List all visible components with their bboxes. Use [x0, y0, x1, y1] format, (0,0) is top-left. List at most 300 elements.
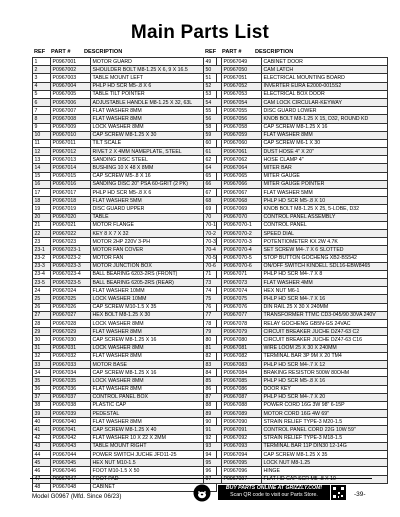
table-row: [33, 254, 217, 262]
ref-cell: 66: [204, 180, 222, 188]
description-cell: MOTOR FAN COVER: [91, 246, 217, 254]
table-row: [33, 328, 217, 336]
page-title: Main Parts List: [130, 22, 270, 43]
part-number-cell: P0967081: [222, 344, 262, 352]
part-number-cell: P0967038: [51, 401, 91, 409]
table-row: [33, 115, 217, 123]
part-number-cell: P0967034: [51, 369, 91, 377]
part-number-cell: P0967023-5: [51, 279, 91, 287]
ref-cell: 23-1: [33, 246, 51, 254]
part-number-cell: P0967010: [51, 131, 91, 139]
buy-parts-online-banner[interactable]: [218, 485, 330, 500]
ref-cell: 70-6: [204, 262, 222, 270]
table-row: [204, 279, 388, 287]
table-row: [204, 303, 388, 311]
description-cell: CIRCUIT BREAKER JUCHE DZ47-63 C2: [262, 328, 388, 336]
table-row: [204, 254, 388, 262]
part-number-cell: P0967023: [51, 238, 91, 246]
description-cell: MITER BAR: [262, 164, 388, 172]
description-cell: CAP SCREW M6-1 X 30: [262, 139, 388, 147]
table-row: [33, 451, 217, 459]
ref-cell: 70-4: [204, 246, 222, 254]
part-number-cell: P0967089: [222, 410, 262, 418]
ref-cell: 92: [204, 434, 222, 442]
description-cell: TABLE MOUNT RIGHT: [91, 442, 217, 450]
ref-cell: 78: [204, 320, 222, 328]
table-row: [204, 360, 388, 368]
part-number-cell: P0967069: [222, 205, 262, 213]
ref-cell: 41: [33, 426, 51, 434]
ref-cell: 62: [204, 156, 222, 164]
description-cell: FLAT HD CAP SCR M5-.8 X 10: [262, 475, 388, 483]
ref-cell: 14: [33, 164, 51, 172]
ref-cell: 24: [33, 287, 51, 295]
ref-cell: 79: [204, 328, 222, 336]
description-cell: DISC GUARD UPPER: [91, 205, 217, 213]
description-cell: LOCK WASHER 8MM: [91, 123, 217, 131]
ref-cell: 67: [204, 189, 222, 197]
part-number-cell: P0967017: [51, 189, 91, 197]
part-number-cell: P0967070-2: [222, 229, 262, 237]
grizzly-bear-logo-icon: [192, 484, 212, 502]
table-row: [33, 197, 217, 205]
ref-cell: 23-5: [33, 279, 51, 287]
description-cell: FLAT WASHER 8MM: [262, 131, 388, 139]
part-number-cell: P0967011: [51, 139, 91, 147]
description-cell: TABLE: [91, 213, 217, 221]
table-row: [204, 410, 388, 418]
ref-cell: 58: [204, 123, 222, 131]
description-cell: FLAT WASHER 10 X 22 X 2MM: [91, 434, 217, 442]
table-row: [204, 221, 388, 229]
part-number-cell: P0967035: [51, 377, 91, 385]
table-row: [33, 369, 217, 377]
table-row: [33, 401, 217, 409]
description-cell: CAP SCREW M8-1.25 X 35: [262, 451, 388, 459]
description-cell: CAM LOCK CIRCULAR-KEYWAY: [262, 98, 388, 106]
part-number-cell: P0967070-3: [222, 238, 262, 246]
description-cell: ELECTRICAL MOUNTING BOARD: [262, 74, 388, 82]
description-header-left: DESCRIPTION: [84, 49, 123, 55]
table-row: [204, 172, 388, 180]
table-row: [33, 377, 217, 385]
description-cell: CAP SCREW M8-1.25 X 16: [91, 336, 217, 344]
ref-cell: 23: [33, 238, 51, 246]
table-row: [204, 98, 388, 106]
table-row: [33, 287, 217, 295]
ref-cell: 31: [33, 344, 51, 352]
ref-cell: 83: [204, 360, 222, 368]
table-row: [33, 442, 217, 450]
table-row: [204, 262, 388, 270]
part-number-cell: P0967082: [222, 352, 262, 360]
ref-cell: 70-1: [204, 221, 222, 229]
ref-cell: 1: [33, 58, 51, 66]
part-number-cell: P0967041: [51, 426, 91, 434]
description-cell: CABINET: [91, 483, 217, 491]
part-number-cell: P0967001: [51, 58, 91, 66]
part-number-cell: P0967008: [51, 115, 91, 123]
table-row: [33, 229, 217, 237]
part-number-cell: P0967097: [222, 475, 262, 483]
description-cell: MOTOR JUNCTION BOX: [91, 262, 217, 270]
ref-cell: 69: [204, 205, 222, 213]
table-row: [33, 410, 217, 418]
table-row: [33, 360, 217, 368]
table-row: [204, 336, 388, 344]
part-number-cell: P0967080: [222, 336, 262, 344]
table-row: [204, 320, 388, 328]
ref-cell: 32: [33, 352, 51, 360]
part-number-cell: P0967005: [51, 90, 91, 98]
description-cell: FLAT WASHER 8MM: [91, 385, 217, 393]
ref-cell: 46: [33, 467, 51, 475]
part-number-cell: P0967040: [51, 418, 91, 426]
table-row: [204, 459, 388, 467]
part-number-cell: P0967016: [51, 180, 91, 188]
page-number: -39-: [354, 491, 366, 498]
description-cell: BRAKING RESISTOR 500W 80OHM: [262, 369, 388, 377]
part-number-cell: P0967061: [222, 148, 262, 156]
part-number-cell: P0967092: [222, 434, 262, 442]
part-number-cell: P0967085: [222, 377, 262, 385]
part-number-cell: P0967023-1: [51, 246, 91, 254]
table-row: [33, 483, 217, 491]
description-cell: MOTOR BASE: [91, 360, 217, 368]
part-number-cell: P0967020: [51, 213, 91, 221]
description-cell: HEX NUT M6-1: [262, 287, 388, 295]
ref-cell: 3: [33, 74, 51, 82]
description-cell: FLAT WASHER 4MM: [262, 279, 388, 287]
part-header-left: PART #: [51, 49, 71, 55]
table-row: [204, 393, 388, 401]
ref-cell: 34: [33, 369, 51, 377]
table-row: [33, 90, 217, 98]
table-row: [204, 475, 388, 483]
ref-cell: 65: [204, 172, 222, 180]
description-cell: RIVET 2 X 4MM NAMEPLATE, STEEL: [91, 148, 217, 156]
table-row: [204, 328, 388, 336]
part-number-cell: P0967074: [222, 287, 262, 295]
description-cell: LOCK WASHER 8MM: [91, 377, 217, 385]
part-number-cell: P0967029: [51, 328, 91, 336]
table-row: [33, 180, 217, 188]
part-number-cell: P0967024: [51, 287, 91, 295]
ref-cell: 22: [33, 229, 51, 237]
table-row: [204, 82, 388, 90]
ref-cell: 20: [33, 213, 51, 221]
part-number-cell: P0967012: [51, 148, 91, 156]
table-row: [33, 156, 217, 164]
description-cell: MOTOR FLANGE: [91, 221, 217, 229]
table-row: [204, 107, 388, 115]
table-row: [33, 107, 217, 115]
ref-cell: 35: [33, 377, 51, 385]
part-number-cell: P0967047: [51, 475, 91, 483]
part-number-cell: P0967086: [222, 385, 262, 393]
ref-cell: 61: [204, 148, 222, 156]
table-row: [204, 311, 388, 319]
ref-cell: 37: [33, 393, 51, 401]
description-cell: LOCK WASHER 10MM: [91, 295, 217, 303]
description-cell: BUSHING 10 X 48 X 8MM: [91, 164, 217, 172]
description-cell: MITER GAUGE POINTER: [262, 180, 388, 188]
description-cell: CAP SCREW M8-1.25 X 16: [91, 369, 217, 377]
ref-cell: 7: [33, 107, 51, 115]
table-row: [204, 352, 388, 360]
description-cell: PHLP HD SCR M4-.7 X 12: [262, 360, 388, 368]
ref-cell: 60: [204, 139, 222, 147]
table-row: [33, 352, 217, 360]
table-row: [33, 344, 217, 352]
part-number-cell: P0967084: [222, 369, 262, 377]
part-number-cell: P0967048: [51, 483, 91, 491]
table-row: [204, 434, 388, 442]
table-row: [33, 58, 217, 66]
table-row: [33, 426, 217, 434]
ref-cell: 82: [204, 352, 222, 360]
table-row: [204, 139, 388, 147]
part-number-cell: P0967027: [51, 311, 91, 319]
table-row: [204, 442, 388, 450]
table-row: [33, 459, 217, 467]
table-row: [204, 164, 388, 172]
ref-cell: 91: [204, 426, 222, 434]
part-number-cell: P0967070-4: [222, 246, 262, 254]
ref-cell: 70-2: [204, 229, 222, 237]
part-number-cell: P0967094: [222, 451, 262, 459]
ref-cell: 53: [204, 90, 222, 98]
part-number-cell: P0967046: [51, 467, 91, 475]
part-number-cell: P0967004: [51, 82, 91, 90]
ref-cell: 73: [204, 279, 222, 287]
part-number-cell: P0967095: [222, 459, 262, 467]
table-row: [33, 74, 217, 82]
description-cell: HOSE CLAMP 4": [262, 156, 388, 164]
description-cell: INVERTER EURA E2000-0015S2: [262, 82, 388, 90]
table-row: [33, 270, 217, 278]
part-number-cell: P0967066: [222, 180, 262, 188]
ref-cell: 88: [204, 401, 222, 409]
description-cell: RELAY GOCHENG GB5N-GS 24VAC: [262, 320, 388, 328]
table-row: [33, 311, 217, 319]
part-number-cell: P0967007: [51, 107, 91, 115]
table-row: [204, 238, 388, 246]
table-row: [204, 426, 388, 434]
table-row: [33, 98, 217, 106]
table-row: [33, 434, 217, 442]
description-cell: FOOT M10-1.5 X 50: [91, 467, 217, 475]
table-row: [204, 131, 388, 139]
description-cell: CAM LATCH: [262, 66, 388, 74]
ref-cell: 87: [204, 393, 222, 401]
table-row: [33, 279, 217, 287]
ref-cell: 70: [204, 213, 222, 221]
description-cell: PHLP HD SCR M4-.7 X 20: [262, 393, 388, 401]
table-row: [204, 295, 388, 303]
description-cell: BALL BEARING 6203-2RS (FRONT): [91, 270, 217, 278]
ref-cell: 43: [33, 442, 51, 450]
part-number-cell: P0967058: [222, 123, 262, 131]
ref-cell: 81: [204, 344, 222, 352]
ref-cell: 64: [204, 164, 222, 172]
table-row: [204, 180, 388, 188]
description-cell: SET SCREW M4-.7 X 6 SLOTTED: [262, 246, 388, 254]
part-number-cell: P0967079: [222, 328, 262, 336]
ref-cell: 23-3: [33, 262, 51, 270]
part-number-cell: P0967078: [222, 320, 262, 328]
ref-cell: 51: [204, 74, 222, 82]
table-row: [33, 336, 217, 344]
part-number-cell: P0967071: [222, 270, 262, 278]
part-number-cell: P0967043: [51, 442, 91, 450]
promo-line-2: Scan QR code to visit our Parts Store.: [230, 492, 318, 498]
part-number-cell: P0967018: [51, 197, 91, 205]
table-row: [204, 90, 388, 98]
table-row: [204, 205, 388, 213]
parts-table-left: [32, 57, 217, 492]
table-row: [204, 287, 388, 295]
part-number-cell: P0967023-2: [51, 254, 91, 262]
description-cell: FOOT PAD: [91, 475, 217, 483]
part-number-cell: P0967044: [51, 451, 91, 459]
table-row: [204, 197, 388, 205]
ref-cell: 44: [33, 451, 51, 459]
ref-cell: 2: [33, 66, 51, 74]
description-cell: CONTROL PANEL CORD 22G 10W 59": [262, 426, 388, 434]
table-row: [33, 213, 217, 221]
table-row: [33, 123, 217, 131]
description-cell: CAP SCREW M5-.8 X 16: [91, 172, 217, 180]
table-row: [204, 148, 388, 156]
qr-code-icon[interactable]: [331, 485, 346, 500]
table-row: [204, 189, 388, 197]
table-row: [204, 344, 388, 352]
table-row: [204, 115, 388, 123]
part-number-cell: P0967090: [222, 418, 262, 426]
description-cell: TABLE TILT POINTER: [91, 90, 217, 98]
table-row: [33, 295, 217, 303]
ref-cell: 54: [204, 98, 222, 106]
description-cell: SANDING DISC 20" PSA 60-GRIT (2 PK): [91, 180, 217, 188]
part-number-cell: P0967015: [51, 172, 91, 180]
part-number-cell: P0967002: [51, 66, 91, 74]
table-row: [33, 303, 217, 311]
part-number-cell: P0967039: [51, 410, 91, 418]
table-row: [204, 246, 388, 254]
part-number-cell: P0967045: [51, 459, 91, 467]
description-cell: CONTROL PANEL: [262, 221, 388, 229]
ref-cell: 13: [33, 156, 51, 164]
description-cell: CAP SCREW M10-1.5 X 35: [91, 303, 217, 311]
table-row: [33, 139, 217, 147]
table-row: [204, 451, 388, 459]
table-row: [33, 221, 217, 229]
table-row: [204, 66, 388, 74]
description-cell: FLAT WASHER 8MM: [91, 328, 217, 336]
description-cell: CONTROL PANEL BOX: [91, 393, 217, 401]
description-cell: SHOULDER BOLT M8-1.25 X 6, 9 X 16.5: [91, 66, 217, 74]
ref-cell: 97: [204, 475, 222, 483]
table-row: [33, 172, 217, 180]
part-number-cell: P0967091: [222, 426, 262, 434]
ref-cell: 19: [33, 205, 51, 213]
ref-cell: 8: [33, 115, 51, 123]
ref-cell: 5: [33, 90, 51, 98]
description-cell: HEX NUT M10-1.5: [91, 459, 217, 467]
description-cell: ELECTRICAL BOX DOOR: [262, 90, 388, 98]
description-cell: STRAIN RELIEF TYPE-3 M18-1.5: [262, 434, 388, 442]
part-number-cell: P0967065: [222, 172, 262, 180]
part-number-cell: P0967083: [222, 360, 262, 368]
description-cell: POWER SWITCH JUCHE JFD11-25: [91, 451, 217, 459]
description-cell: POWER CORD 16G 3W 98" 6-15P: [262, 401, 388, 409]
description-cell: TERMINAL BAR 11P DIN30 12-14G: [262, 442, 388, 450]
description-cell: LOCK WASHER 8MM: [91, 320, 217, 328]
ref-cell: 50: [204, 66, 222, 74]
part-number-cell: P0967070-6: [222, 262, 262, 270]
description-cell: TERMINAL BAR 3P 9M X 20 TM4: [262, 352, 388, 360]
description-cell: FLAT WASHER 5MM: [262, 189, 388, 197]
part-number-cell: P0967076: [222, 303, 262, 311]
ref-cell: 80: [204, 336, 222, 344]
description-cell: KEY 8 X 7 X 32: [91, 229, 217, 237]
description-cell: CAP SCREW M8-1.25 X 30: [91, 131, 217, 139]
ref-cell: 75: [204, 295, 222, 303]
ref-cell: 16: [33, 180, 51, 188]
description-cell: STRAIN RELIEF TYPE-3 M20-1.5: [262, 418, 388, 426]
table-row: [204, 270, 388, 278]
ref-cell: 18: [33, 197, 51, 205]
ref-cell: 59: [204, 131, 222, 139]
ref-cell: 29: [33, 328, 51, 336]
ref-cell: 10: [33, 131, 51, 139]
ref-cell: 85: [204, 377, 222, 385]
part-number-cell: P0967075: [222, 295, 262, 303]
table-row: [33, 320, 217, 328]
part-number-cell: P0967059: [222, 131, 262, 139]
ref-cell: 23-4: [33, 270, 51, 278]
part-number-cell: P0967093: [222, 442, 262, 450]
ref-cell: 33: [33, 360, 51, 368]
description-cell: PEDESTAL: [91, 410, 217, 418]
table-row: [204, 156, 388, 164]
part-number-cell: P0967064: [222, 164, 262, 172]
ref-cell: 55: [204, 107, 222, 115]
part-number-cell: P0967009: [51, 123, 91, 131]
table-row: [33, 189, 217, 197]
description-cell: KNOB BOLT M8-1.25 X 15, D32, ROUND KD: [262, 115, 388, 123]
part-number-cell: P0967070-1: [222, 221, 262, 229]
ref-cell: 94: [204, 451, 222, 459]
part-number-cell: P0967028: [51, 320, 91, 328]
part-number-cell: P0967096: [222, 467, 262, 475]
table-row: [204, 377, 388, 385]
part-number-cell: P0967019: [51, 205, 91, 213]
table-row: [33, 82, 217, 90]
part-number-cell: P0967073: [222, 279, 262, 287]
description-cell: PHLP HD SCR M4-.7 X 8: [262, 270, 388, 278]
part-number-cell: P0967036: [51, 385, 91, 393]
ref-cell: 45: [33, 459, 51, 467]
part-header-right: PART #: [222, 49, 242, 55]
ref-cell: 71: [204, 270, 222, 278]
description-cell: DIN RAIL 25 X 30 X 240MM: [262, 303, 388, 311]
description-cell: DISC GUARD LOWER: [262, 107, 388, 115]
part-number-cell: P0967060: [222, 139, 262, 147]
description-cell: MOTOR CORD 16G 4W 69": [262, 410, 388, 418]
table-row: [204, 385, 388, 393]
